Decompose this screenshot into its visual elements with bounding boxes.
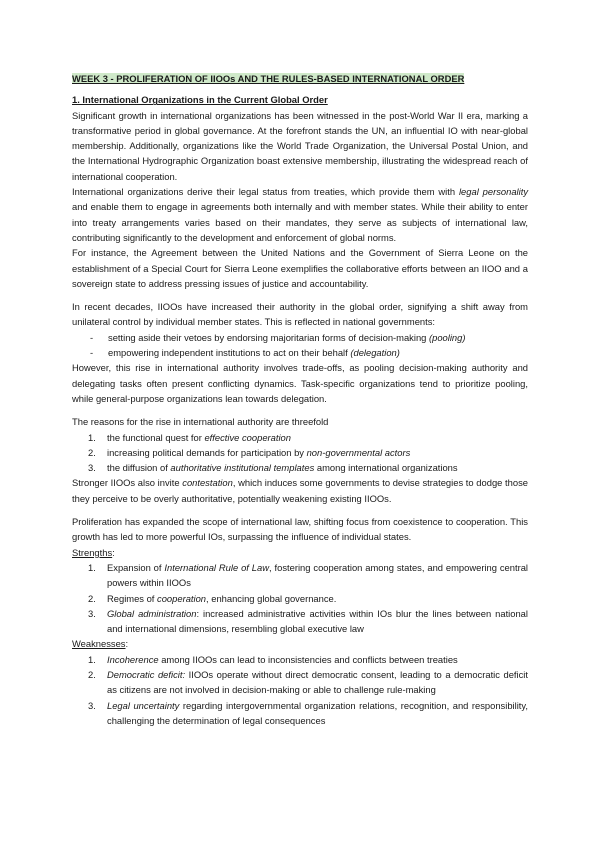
list-item: - empowering independent institutions to act on their behalf (delegation) [90,345,528,360]
list-item: 1. Incoherence among IIOOs can lead to inconsistencies and conflicts between treaties [88,653,458,665]
strengths-heading: Strengths: [72,546,115,558]
paragraph-growth: Significant growth in international organizations has been witnessed in the post-World War II era, marking a transformative period in global governance. At the forefront stands the UN, an influential IO with near-global membership. Additionally, organizations like the World Trade Organization, the Universal Postal Union, and the International Hydrographic Organization boast extensive membership, illustrating the widespread reach of international cooperation. [72,109,528,182]
week-title: WEEK 3 - PROLIFERATION OF IIOOs AND THE RULES-BASED INTERNATIONAL ORDER [72,73,465,84]
paragraph-legal-status: International organizations derive their legal status from treaties, which provide them with legal personality and enable them to engage in agreements both internally and with member states. While their ability to enter into treaty arrangements varies based on their mandates, they serve as subjects of international law, contributing significantly to the development and enforcement of global norms. [72,186,529,243]
section-title: 1. International Organizations in the Current Global Order [72,94,328,106]
dash-list [72,330,528,361]
list-item: 3. Legal uncertainty regarding intergovernmental organization relations, recognition, and responsibility, challenging the determination of legal consequences [88,699,528,726]
list-item: 3. the diffusion of authoritative institutional templates among international organizations [88,462,458,474]
list-item: 1. Expansion of International Rule of Law, fostering cooperation among states, and empowering central powers within IIOOs [88,561,529,589]
list-item: 2. Democratic deficit: IIOOs operate without direct democratic consent, leading to a democratic deficit as citizens are not involved in decision-making or able to challenge rule-making [88,668,528,696]
weaknesses-heading: Weaknesses: [72,638,129,650]
paragraph-trade-offs: However, this rise in international authority involves trade-offs, as pooling decision-making authority and delegating tasks often present conflicting dynamics. Task-specific organizations tend to prioritize pooling, while general-purpose organizations lean towards delegation. [72,362,528,404]
list-item: 1. the functional quest for effective cooperation [88,431,291,443]
list-item: 2. increasing political demands for participation by non-governmental actors [88,446,411,458]
list-item: 3. Global administration: increased administrative activities within IOs blur the lines between national and international dimensions, resembling global executive law [88,607,528,635]
paragraph-authority: In recent decades, IIOOs have increased their authority in the global order, signifying a shift away from unilateral control by individual member states. This is reflected in national governments: [72,301,528,328]
paragraph-contestation: Stronger IIOOs also invite contestation, which induces some governments to devise strategies to dodge those they perceive to be overly authoritative, potentially weakening existing IIOOs. [72,477,528,504]
weaknesses-list [72,652,528,728]
document-page [72,71,528,728]
reasons-list [72,430,528,476]
paragraph-sierra-leone: For instance, the Agreement between the United Nations and the Government of Sierra Leone on the establishment of a Special Court for Sierra Leone exemplifies the collaborative efforts between an IIOO and a sovereign state to address pressing issues of justice and accountability. [72,247,528,289]
paragraph-reasons-intro: The reasons for the rise in international authority are threefold [72,416,329,428]
list-item: - setting aside their vetoes by endorsing majoritarian forms of decision-making (pooling) [90,330,528,345]
strengths-list [72,560,528,636]
list-item: 2. Regimes of cooperation, enhancing global governance. [88,592,337,604]
paragraph-proliferation: Proliferation has expanded the scope of international law, shifting focus from coexistence to cooperation. This growth has led to more powerful IOs, surpassing the influence of individual states. [72,516,528,543]
